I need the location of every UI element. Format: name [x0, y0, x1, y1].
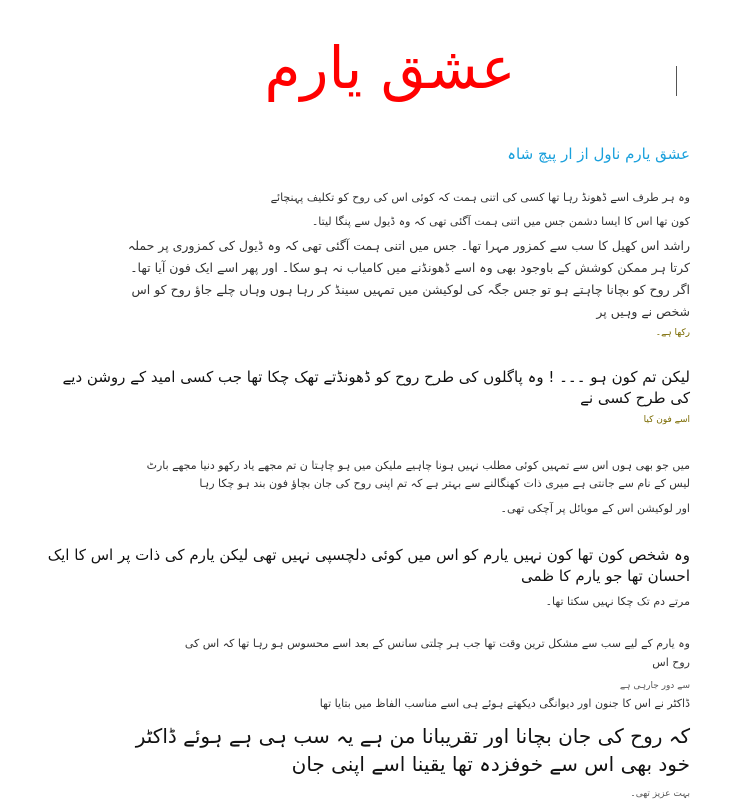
paragraph-tail: اسے فون کیا	[643, 415, 690, 425]
paragraph-line: لیکن تم کون ہو ۔۔۔ ! وہ پاگلوں کی طرح روح کو ڈھونڈتے تھک چکا تھا جب کسی امید کے روشن دیے	[62, 368, 690, 386]
paragraph-line: خود بھی اس سے خوفزدہ تھا یقینا اسے اپنی جان	[291, 752, 690, 776]
document-title: عشق یارم	[264, 34, 516, 102]
paragraph-line: شخص نے وہیں پر	[596, 304, 690, 319]
paragraph-line: کرتا ہر ممکن کوشش کے باوجود بھی وہ اسے ڈھونڈنے میں کامیاب نہ ہو سکا۔ اور پھر اسے ایک فون آیا تھا۔	[130, 260, 690, 275]
document-subtitle: عشق یارم ناول از ار پیچ شاہ	[507, 145, 690, 163]
paragraph-line: راشد اس کھیل کا سب سے کمزور مہرا تھا۔ جس میں اتنی ہمت آگئی تھی کہ وہ ڈیول کی کمزوری پر حملہ	[127, 238, 690, 253]
paragraph-tail: رکھا ہے۔	[655, 328, 690, 338]
paragraph-line: ڈاکٹر نے اس کا جنون اور دیوانگی دیکھتے ہوئے ہی اسے مناسب الفاظ میں بتایا تھا	[319, 697, 690, 710]
paragraph-tail: سے دور جارہی ہے	[619, 681, 690, 691]
paragraph-line: وہ ہر طرف اسے ڈھونڈ رہا تھا کسی کی اتنی ہمت کہ کوئی اس کی روح کو تکلیف پہنچائے	[270, 191, 690, 204]
paragraph-line: وہ یارم کے لیے سب سے مشکل ترین وقت تھا جب ہر چلتی سانس کے بعد اسے محسوس ہو رہا تھا کہ اس کی	[184, 637, 690, 650]
paragraph-tail: اور لوکیشن اس کے موبائل پر آچکی تھی۔	[500, 502, 690, 515]
paragraph-tail: بہت عزیز تھی۔	[630, 789, 690, 799]
paragraph-line: اگر روح کو بچانا چاہتے ہو تو جس جگہ کی لوکیشن میں تمہیں سینڈ کر رہا ہوں وہاں چلے جاؤ روح کو اس	[131, 282, 690, 297]
paragraph-line: احسان تھا جو یارم کا ظمی	[520, 567, 690, 585]
paragraph-line: کی طرح کسی نے	[580, 389, 690, 407]
paragraph-line: لیس کے نام سے جانتی ہے میری ذات کھنگالنے سے بہتر ہے کہ تم اپنی روح کی جان بچاؤ فون بند ہو چکا رہا	[199, 477, 690, 490]
paragraph-line: روح اس	[652, 656, 690, 669]
paragraph-line: میں جو بھی ہوں اس سے تمہیں کوئی مطلب نہیں ہونا چاہیے ملیکن میں ہو چاہتا ن تم مجھے یاد رکھو دنیا مجھے بارٹ	[146, 459, 690, 472]
paragraph-line: کہ روح کی جان بچانا اور تقریبانا من ہے یہ سب ہی ہے ہوئے ڈاکٹر	[135, 724, 690, 748]
paragraph-line: وہ شخص کون تھا کون نہیں یارم کو اس میں کوئی دلچسپی نہیں تھی لیکن یارم کی ذات پر اس کا ایک	[47, 546, 690, 564]
paragraph-tail: مرتے دم تک چکا نہیں سکتا تھا۔	[545, 595, 690, 608]
paragraph-line: کون تھا اس کا ایسا دشمن جس میں اتنی ہمت آگئی تھی کہ وہ ڈیول سے پنگا لیتا۔	[311, 215, 690, 228]
text-cursor	[676, 66, 677, 96]
